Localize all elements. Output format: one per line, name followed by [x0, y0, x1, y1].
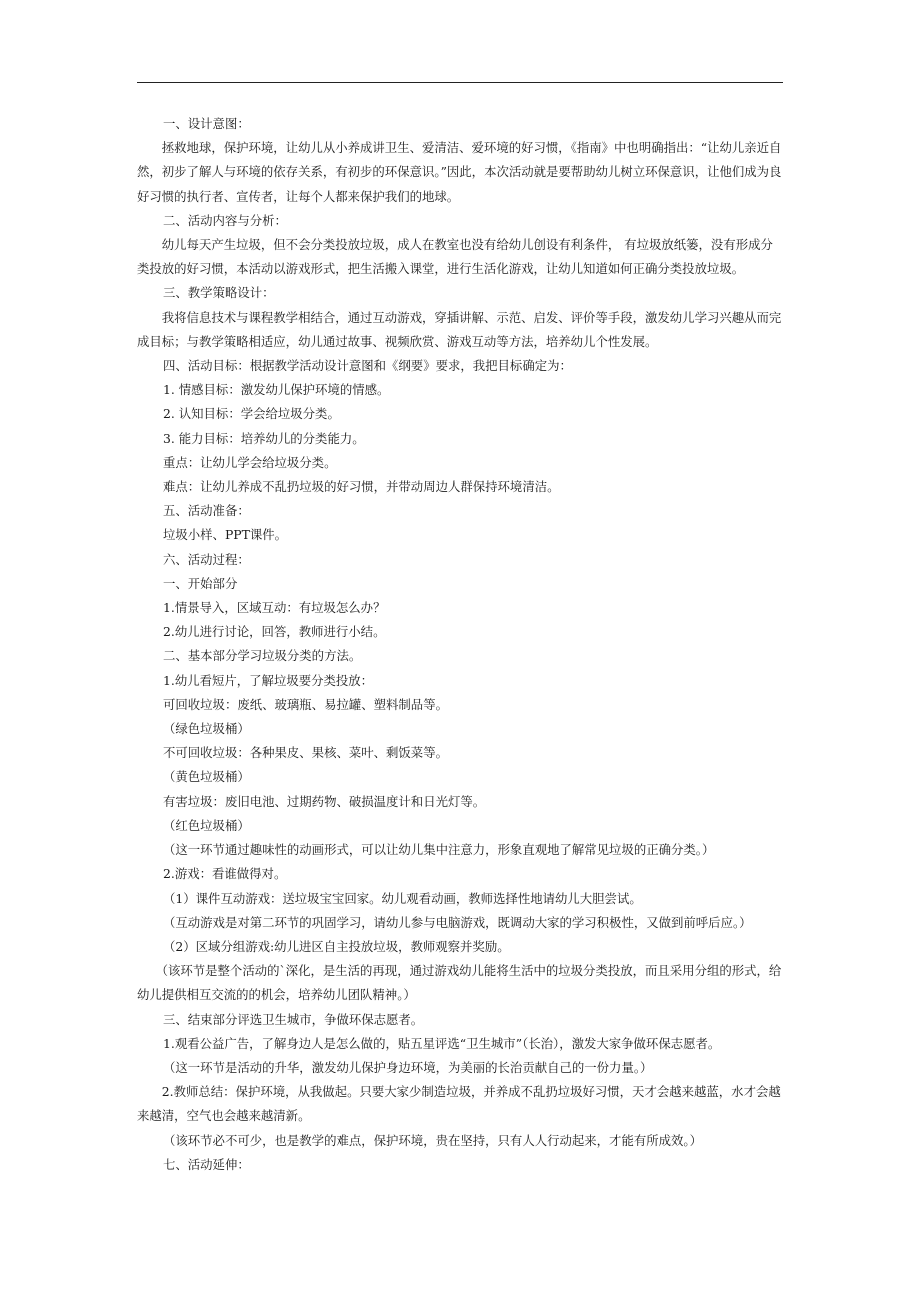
- paragraph: 三、教学策略设计：: [163, 285, 275, 301]
- paragraph: 3. 能力目标：培养幼儿的分类能力。: [163, 430, 365, 446]
- paragraph: （这一环节通过趣味性的动画形式，可以让幼儿集中注意力，形象直观地了解常见垃圾的正确分类。）: [163, 842, 715, 858]
- paragraph: 三、结束部分评选卫生城市，争做环保志愿者。: [163, 1011, 424, 1027]
- paragraph: （黄色垃圾桶）: [163, 769, 250, 785]
- paragraph: 重点：让幼儿学会给垃圾分类。: [163, 454, 337, 470]
- paragraph: （该环节必不可少，也是教学的难点，保护环境，贵在坚持，只有人人行动起来，才能有所成效。）: [163, 1132, 702, 1148]
- paragraph: 六、活动过程：: [163, 551, 250, 567]
- paragraph: 二、活动内容与分析：: [163, 212, 287, 228]
- paragraph: （该环节是整个活动的`深化，是生活的再现，通过游戏幼儿能将生活中的垃圾分类投放，而且采用分组的形式，给幼儿提供相互交流的的机会，培养幼儿团队精神。）: [137, 963, 782, 1003]
- paragraph: （绿色垃圾桶）: [163, 721, 250, 737]
- paragraph: （互动游戏是对第二环节的巩固学习，请幼儿参与电脑游戏，既调动大家的学习积极性，又做到前呼后应。）: [163, 914, 752, 930]
- paragraph: （1）课件互动游戏：送垃圾宝宝回家。幼儿观看动画，教师选择性地请幼儿大胆尝试。: [163, 890, 642, 906]
- paragraph: 2.教师总结：保护环境，从我做起。只要大家少制造垃圾，并养成不乱扔垃圾好习惯，天才会越来越蓝，水才会越来越清，空气也会越来越清新。: [137, 1084, 781, 1124]
- paragraph: 1.观看公益广告，了解身边人是怎么做的，贴五星评选“卫生城市”（长治），激发大家争做环保志愿者。: [163, 1035, 721, 1051]
- paragraph: 拯救地球，保护环境，让幼儿从小养成讲卫生、爱清洁、爱环境的好习惯，《指南》中也明确指出：“让幼儿亲近自然，初步了解人与环境的依存关系，有初步的环保意识。”因此，本次活动就是要帮助幼儿树立环保意识，让他们成为良好习惯的执行者、宣传者，让每个人都来保护我们的地球。: [137, 140, 782, 204]
- header-rule: [137, 82, 783, 83]
- paragraph: 四、活动目标：根据教学活动设计意图和《纲要》要求，我把目标确定为：: [163, 358, 572, 374]
- paragraph: 不可回收垃圾：各种果皮、果核、菜叶、剩饭菜等。: [163, 745, 448, 761]
- paragraph: 一、设计意图：: [163, 116, 250, 131]
- paragraph: （红色垃圾桶）: [163, 817, 250, 833]
- paragraph: 可回收垃圾：废纸、玻璃瓶、易拉罐、塑料制品等。: [163, 696, 448, 712]
- paragraph: 2.游戏：看谁做得对。: [163, 866, 287, 882]
- paragraph: 1. 情感目标：激发幼儿保护环境的情感。: [163, 382, 390, 398]
- document-body: [137, 112, 785, 1177]
- paragraph: 1.情景导入，区域互动：有垃圾怎么办？: [163, 600, 386, 616]
- paragraph: （这一环节是活动的升华，激发幼儿保护身边环境，为美丽的长治贡献自己的一份力量。）: [163, 1059, 653, 1075]
- paragraph: 二、基本部分学习垃圾分类的方法。: [163, 648, 362, 664]
- paragraph: 难点：让幼儿养成不乱扔垃圾的好习惯，并带动周边人群保持环境清洁。: [163, 479, 560, 495]
- paragraph: 我将信息技术与课程教学相结合，通过互动游戏，穿插讲解、示范、启发、评价等手段，激发幼儿学习兴趣从而完成目标；与教学策略相适应，幼儿通过故事、视频欣赏、游戏互动等方法，培养幼儿个性发展。: [137, 309, 782, 349]
- paragraph: （2）区域分组游戏:幼儿进区自主投放垃圾，教师观察并奖励。: [163, 938, 510, 954]
- paragraph: 一、开始部分: [163, 575, 238, 591]
- paragraph: 七、活动延伸：: [163, 1156, 250, 1172]
- paragraph: 2.幼儿进行讨论，回答，教师进行小结。: [163, 624, 386, 640]
- paragraph: 幼儿每天产生垃圾，但不会分类投放垃圾，成人在教室也没有给幼儿创设有利条件， 有垃圾放纸篓，没有形成分类投放的好习惯，本活动以游戏形式，把生活搬入课堂，进行生活化游戏，让幼儿知道如何正确分类投放垃圾。: [137, 237, 773, 277]
- paragraph: 五、活动准备：: [163, 503, 250, 519]
- paragraph: 1.幼儿看短片，了解垃圾要分类投放：: [163, 672, 374, 688]
- paragraph: 垃圾小样、PPT课件。: [163, 527, 288, 543]
- paragraph: 2. 认知目标：学会给垃圾分类。: [163, 406, 340, 422]
- paragraph: 有害垃圾：废旧电池、过期药物、破损温度计和日光灯等。: [163, 793, 486, 809]
